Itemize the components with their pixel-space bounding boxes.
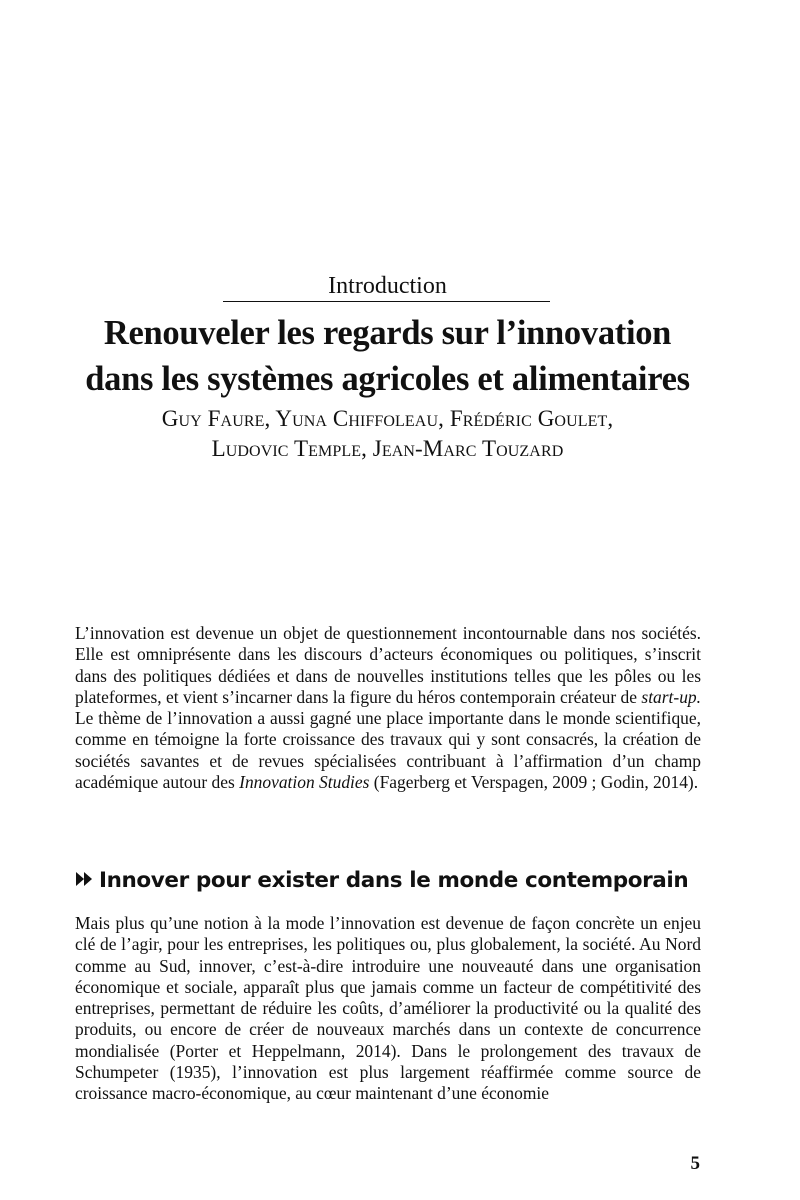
section-heading — [75, 866, 715, 896]
intro-text-b: Le thème de l’innovation a aussi gagné une place importante dans le monde scientifique, comme en témoigne la forte croissance des travaux qui y sont consacrés, la création de sociétés savantes et de revues spécialisées contribuant à l’affirmation d’un champ académique autour des — [75, 708, 701, 792]
section-heading-text: Innover pour exister dans le monde contemporain — [99, 868, 689, 893]
chapter-kicker: Introduction — [328, 273, 447, 299]
kicker-underline — [223, 301, 550, 302]
body-paragraph: Mais plus qu’une notion à la mode l’innovation est devenue de façon concrète un enjeu clé de l’agir, pour les entreprises, les politiques ou, plus globalement, la société. Au Nord comme au Sud, innover, c’est-à-dire introduire une nouveauté dans une organisation économique et sociale, apparaît plus que jamais comme un facteur de compétitivité des entreprises, permettant de réduire les coûts, d’améliorer la productivité ou la qualité des produits, ou encore de créer de nouveaux marchés dans un contexte de concurrence mondialisée (Porter et Heppelmann, 2014). Dans le prolongement des travaux de Schumpeter (1935), l’innovation est plus largement réaffirmée comme source de croissance macro-économique, au cœur maintenant d’une économie — [75, 913, 701, 1103]
authors-line-1: Guy Faure, Yuna Chiffoleau, Frédéric Goulet, — [161, 406, 614, 431]
intro-text-c: (Fagerberg et Verspagen, 2009 ; Godin, 2014). — [369, 771, 699, 792]
page-number: 5 — [690, 1153, 700, 1174]
intro-text-a: L’innovation est devenue un objet de questionnement incontournable dans nos sociétés. Elle est omniprésente dans les discours d’acteurs économiques ou politiques, s’inscrit dans des politiques dédiées et dans de nouvelles institutions telles que les pôles ou les plateformes, et vient s’incarner dans la figure du héros contemporain créateur de — [75, 623, 701, 707]
authors — [0, 404, 775, 464]
chapter-title-line-2: dans les systèmes agricoles et alimentaires — [85, 360, 690, 398]
double-chevron-right-icon — [75, 870, 99, 888]
startup-term: start-up. — [641, 686, 701, 707]
chapter-title — [0, 310, 775, 402]
intro-paragraph — [75, 623, 701, 793]
chapter-title-line-1: Renouveler les regards sur l’innovation — [103, 314, 672, 352]
authors-line-2: Ludovic Temple, Jean-Marc Touzard — [211, 436, 564, 461]
innovation-studies-term: Innovation Studies — [239, 771, 370, 792]
